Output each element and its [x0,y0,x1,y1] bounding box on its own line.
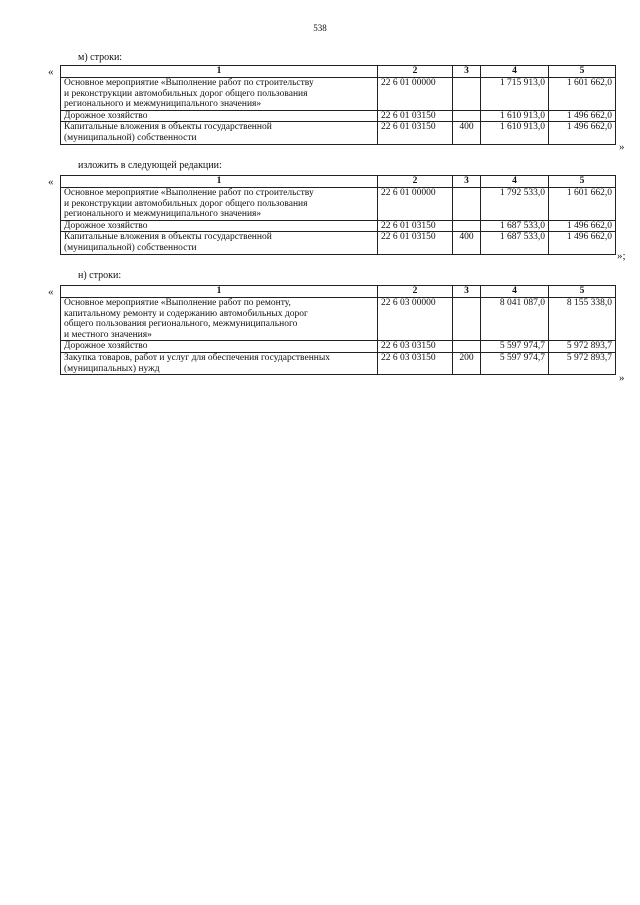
row-name-line: капитальному ремонту и содержанию автомобильных дорог [64,308,308,319]
row-cvr [453,341,481,353]
row-name-line: и реконструкции автомобильных дорог общего пользования [64,198,308,209]
section-label-n: н) строки: [78,270,122,281]
row-name-line: и местного значения» [64,329,152,340]
row-code: 22 6 01 00000 [378,78,453,111]
row-name-line: Дорожное хозяйство [64,341,148,352]
header-col-1: 1 [61,176,378,188]
quote-close-new-edition: »; [617,250,626,262]
row-name [61,188,378,221]
row-value-5: 5 972 893,7 [549,341,616,353]
table-header-row [61,176,616,188]
table-row [61,232,616,254]
quote-open-n: « [48,286,54,298]
row-name-line: Основное мероприятие «Выполнение работ по ремонту, [64,298,291,308]
table-header-row [61,286,616,298]
row-code: 22 6 01 03150 [378,110,453,122]
row-name-line: Капитальные вложения в объекты государственной [64,122,272,133]
row-value-4: 8 041 087,0 [481,298,549,341]
row-value-4: 1 687 533,0 [481,220,549,232]
header-col-1: 1 [61,66,378,78]
row-cvr: 400 [453,232,481,254]
section-label-m: м) строки: [78,52,123,63]
quote-open-new-edition: « [48,176,54,188]
table-row [61,352,616,374]
row-cvr [453,188,481,221]
table-row [61,78,616,111]
row-name-line: (муниципальной) собственности [64,132,197,143]
row-value-4: 1 792 533,0 [481,188,549,221]
header-col-2: 2 [378,176,453,188]
row-name-line: и реконструкции автомобильных дорог общего пользования [64,88,308,99]
quote-open-m: « [48,66,54,78]
header-col-5: 5 [549,176,616,188]
row-value-4: 5 597 974,7 [481,352,549,374]
row-name [61,220,378,232]
row-name-line: Основное мероприятие «Выполнение работ по строительству [64,188,314,198]
row-value-4: 1 715 913,0 [481,78,549,111]
row-cvr [453,110,481,122]
header-col-1: 1 [61,286,378,298]
table-section-new-edition [60,175,616,255]
header-col-3: 3 [453,66,481,78]
row-value-5: 1 496 662,0 [549,220,616,232]
row-name-line: Дорожное хозяйство [64,220,148,231]
header-col-4: 4 [481,66,549,78]
row-code: 22 6 01 03150 [378,232,453,254]
row-name [61,232,378,254]
row-cvr [453,298,481,341]
row-name [61,78,378,111]
row-name [61,341,378,353]
table-row [61,110,616,122]
quote-close-n: » [619,372,625,384]
row-name-line: Закупка товаров, работ и услуг для обеспечения государственных [64,352,331,363]
header-col-4: 4 [481,286,549,298]
row-value-5: 1 496 662,0 [549,122,616,144]
row-code: 22 6 01 00000 [378,188,453,221]
row-name-line: (муниципальных) нужд [64,363,160,374]
row-value-5: 1 496 662,0 [549,110,616,122]
row-name-line: (муниципальной) собственности [64,242,197,253]
table-section-m [60,65,616,145]
row-value-4: 5 597 974,7 [481,341,549,353]
table-section-n [60,285,616,375]
row-name [61,122,378,144]
row-value-5: 8 155 338,0 [549,298,616,341]
row-name-line: регионального и межмуниципального значения» [64,99,262,110]
section-label-new-edition: изложить в следующей редакции: [78,160,222,171]
header-col-2: 2 [378,66,453,78]
row-value-5: 1 601 662,0 [549,188,616,221]
row-value-4: 1 687 533,0 [481,232,549,254]
row-name-line: Основное мероприятие «Выполнение работ по строительству [64,78,314,88]
row-code: 22 6 03 03150 [378,352,453,374]
header-col-2: 2 [378,286,453,298]
table-header-row [61,66,616,78]
quote-close-m: » [619,141,625,153]
table-row [61,220,616,232]
row-code: 22 6 03 03150 [378,341,453,353]
row-name [61,110,378,122]
header-col-5: 5 [549,286,616,298]
row-cvr: 200 [453,352,481,374]
row-name [61,298,378,341]
row-name-line: общего пользования регионального, межмуниципального [64,319,298,330]
table-row [61,341,616,353]
page-number: 538 [313,23,327,33]
table-row [61,298,616,341]
table-row [61,188,616,221]
header-col-4: 4 [481,176,549,188]
table-row [61,122,616,144]
row-code: 22 6 01 03150 [378,122,453,144]
row-value-4: 1 610 913,0 [481,110,549,122]
row-value-5: 5 972 893,7 [549,352,616,374]
row-value-4: 1 610 913,0 [481,122,549,144]
header-col-3: 3 [453,286,481,298]
row-cvr [453,220,481,232]
row-name-line: Капитальные вложения в объекты государственной [64,232,272,243]
header-col-3: 3 [453,176,481,188]
row-code: 22 6 01 03150 [378,220,453,232]
row-name-line: регионального и межмуниципального значения» [64,209,262,220]
row-cvr [453,78,481,111]
row-name [61,352,378,374]
row-value-5: 1 496 662,0 [549,232,616,254]
row-code: 22 6 03 00000 [378,298,453,341]
row-cvr: 400 [453,122,481,144]
row-name-line: Дорожное хозяйство [64,110,148,121]
header-col-5: 5 [549,66,616,78]
row-value-5: 1 601 662,0 [549,78,616,111]
